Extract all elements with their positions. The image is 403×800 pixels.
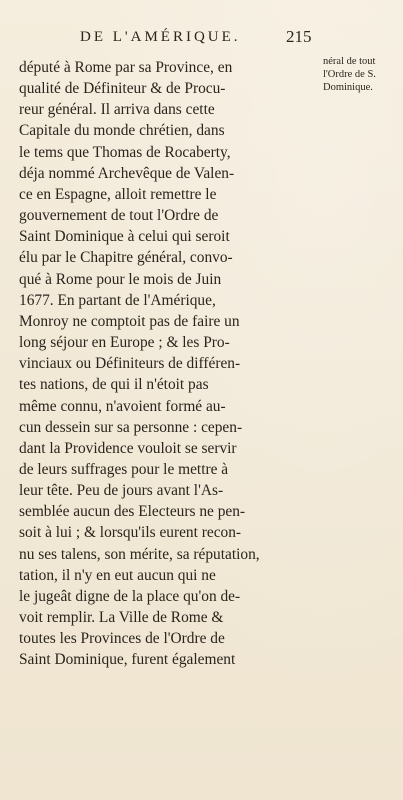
text-line: leur tête. Peu de jours avant l'As- xyxy=(19,482,224,500)
text-line: déja nommé Archevêque de Valen- xyxy=(19,164,235,182)
text-line: soit à lui ; & lorsqu'ils eurent recon- xyxy=(19,524,242,542)
text-line: dant la Providence vouloit se servir xyxy=(19,439,237,457)
text-line: gouvernement de tout l'Ordre de xyxy=(19,207,219,225)
text-line: qualité de Définiteur & de Procu- xyxy=(19,80,226,98)
text-line: vinciaux ou Définiteurs de différen- xyxy=(19,355,241,373)
text-line: député à Rome par sa Province, en xyxy=(19,59,233,76)
text-line: reur général. Il arriva dans cette xyxy=(19,101,215,119)
text-line: 1677. En partant de l'Amérique, xyxy=(19,291,216,309)
text-line: toutes les Provinces de l'Ordre de xyxy=(19,630,225,648)
text-line: de leurs suffrages pour le mettre à xyxy=(19,460,229,478)
text-line: voit remplir. La Ville de Rome & xyxy=(19,609,224,627)
text-line: Saint Dominique à celui qui seroit xyxy=(19,228,230,246)
text-line: semblée aucun des Electeurs ne pen- xyxy=(19,503,246,521)
text-line: même connu, n'avoient formé au- xyxy=(19,397,226,415)
text-line: Monroy ne comptoit pas de faire un xyxy=(19,312,240,330)
text-line: long séjour en Europe ; & les Pro- xyxy=(19,334,230,352)
text-line: le tems que Thomas de Rocaberty, xyxy=(19,143,231,161)
margin-note-line: l'Ordre de S. xyxy=(323,69,376,80)
text-line: Saint Dominique, furent également xyxy=(19,651,236,669)
running-title: DE L'AMÉRIQUE. xyxy=(80,29,241,45)
text-line: tation, il n'y en eut aucun qui ne xyxy=(19,566,216,584)
text-line: tes nations, de qui il n'étoit pas xyxy=(19,376,209,394)
margin-note xyxy=(323,55,401,94)
text-line: ce en Espagne, alloit remettre le xyxy=(19,185,217,203)
text-line: qué à Rome pour le mois de Juin xyxy=(19,270,222,288)
text-line: Capitale du monde chrétien, dans xyxy=(19,122,225,140)
margin-note-line: néral de tout xyxy=(323,56,376,67)
text-line: nu ses talens, son mérite, sa réputation, xyxy=(19,545,260,563)
page-number: 215 xyxy=(286,27,312,46)
body-text xyxy=(19,57,319,671)
text-line: le jugeât digne de la place qu'on de- xyxy=(19,587,241,605)
text-line: cun dessein sur sa personne : cepen- xyxy=(19,418,243,436)
text-line: élu par le Chapitre général, convo- xyxy=(19,249,233,267)
margin-note-line: Dominique. xyxy=(323,82,373,93)
